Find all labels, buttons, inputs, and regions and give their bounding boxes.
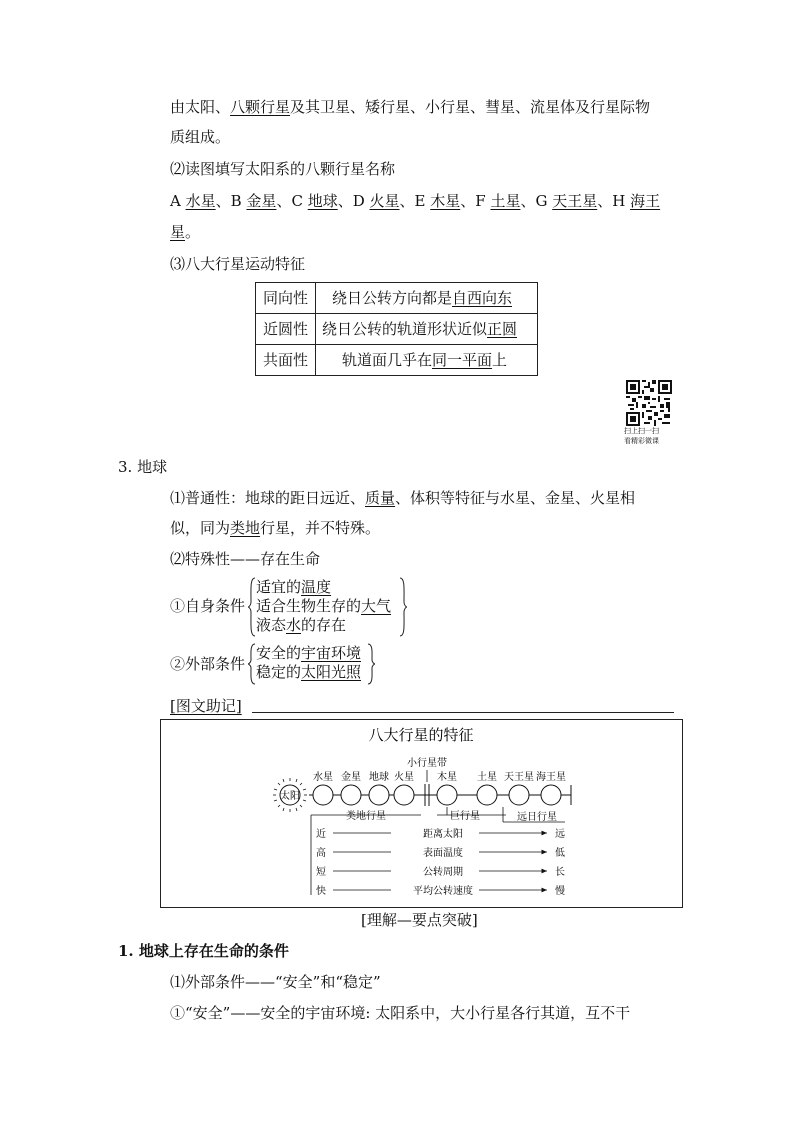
trend-left: 高 (316, 848, 326, 859)
self-condition-2: 适合生物生存的大气 (256, 597, 392, 615)
memo-heading: [图文助记] (170, 697, 242, 715)
asteroid-belt-label: 小行星带 (407, 758, 447, 769)
trend-right: 远 (555, 829, 565, 840)
trend-right: 慢 (555, 886, 565, 897)
feature-value: 绕日公转的轨道形状近似正圆 (316, 314, 538, 345)
external-condition-2: 稳定的太阳光照 (256, 663, 362, 681)
planet-label: 火星 (394, 772, 414, 783)
qr-code-icon[interactable] (626, 380, 672, 426)
planet-label: 金星 (341, 772, 361, 783)
planet-circle (437, 785, 457, 805)
feature-key: 同向性 (256, 283, 316, 314)
external-conditions-label: ②外部条件 (170, 655, 246, 673)
planets-features-diagram (160, 719, 683, 908)
planet-label: 地球 (369, 772, 389, 783)
feature-value: 绕日公转方向都是自西向东 (316, 283, 538, 314)
planet-label: 天王星 (504, 772, 534, 783)
answer-G: 天王星 (552, 192, 598, 210)
group-terrestrial: 类地行星 (346, 811, 386, 822)
self-condition-3: 液态水的存在 (256, 616, 347, 634)
qr-caption-1: 扫上扫一扫 (624, 427, 659, 435)
earth-special-title: ⑵特殊性——存在生命 (170, 550, 321, 568)
trend-right: 长 (555, 867, 565, 878)
planet-circle (477, 785, 497, 805)
earth-ordinary-line-2: 似，同为类地行星，并不特殊。 (170, 519, 381, 537)
intro-line-2: 质组成。 (170, 128, 231, 146)
planet-label: 水星 (313, 772, 333, 783)
right-brace-icon (366, 643, 376, 685)
planet-circle (369, 785, 389, 805)
trend-label: 平均公转速度 (413, 886, 473, 897)
trend-rows (316, 827, 565, 897)
answer-eight-planets: 八颗行星 (230, 98, 291, 116)
paragraph-safety: ①“安全”——安全的宇宙环境: 太阳系中，大小行星各行其道，互不干 (170, 1004, 631, 1022)
planet-names-line-2: 星。 (170, 223, 201, 241)
memo-rule (252, 712, 674, 713)
planet-circle (341, 785, 361, 805)
feature-value: 轨道面几乎在同一平面上 (316, 345, 538, 376)
planet-names-line: A 水星、B 金星、C 地球、D 火星、E 木星、F 土星、G 天王星、H 海王 (170, 192, 661, 210)
trend-left: 短 (316, 867, 326, 878)
group-giant: 巨行星 (450, 811, 480, 822)
answer-E: 木星 (430, 192, 461, 210)
right-brace-icon (398, 577, 408, 637)
table-row (256, 345, 538, 376)
answer-F: 土星 (490, 192, 521, 210)
question-2-title: ⑵读图填写太阳系的八颗行星名称 (170, 160, 396, 178)
planet-label: 土星 (477, 772, 497, 783)
feature-key: 共面性 (256, 345, 316, 376)
planet-circle (394, 785, 414, 805)
question-3-title: ⑶八大行星运动特征 (170, 255, 306, 273)
subheading-external: ⑴外部条件——“安全”和“稳定” (170, 973, 381, 991)
group-outer: 远日行星 (517, 812, 557, 823)
answer-D: 火星 (369, 192, 400, 210)
trend-label: 表面温度 (423, 848, 463, 859)
section-3-heading: 3. 地球 (118, 458, 168, 476)
planet-circle (313, 785, 333, 805)
trend-right: 低 (555, 848, 565, 859)
diagram-canvas (161, 720, 682, 907)
answer-H: 海王 (630, 192, 661, 210)
diagram-title: 八大行星的特征 (368, 726, 474, 744)
table-row (256, 314, 538, 345)
sun-label: 太阳 (280, 791, 300, 802)
feature-key: 近圆性 (256, 314, 316, 345)
table-row (256, 283, 538, 314)
planet-circle (509, 785, 529, 805)
trend-label: 距离太阳 (423, 829, 463, 840)
trend-label: 公转周期 (423, 867, 463, 878)
answer-A: 水星 (185, 192, 216, 210)
planet-label: 海王星 (536, 772, 566, 783)
trend-left: 快 (316, 886, 326, 897)
earth-ordinary-line-1: ⑴普通性：地球的距日远近、质量、体积等特征与水星、金星、火星相 (170, 489, 636, 507)
intro-line-1: 由太阳、八颗行星及其卫星、矮行星、小行星、彗星、流星体及行星际物 (170, 98, 651, 116)
self-condition-1: 适宜的温度 (256, 578, 332, 596)
qr-caption-2: 看精彩微课 (624, 437, 659, 445)
planet-circle (541, 785, 561, 805)
planets-group (313, 770, 566, 805)
motion-features-table (255, 282, 538, 376)
trend-left: 近 (316, 829, 326, 840)
planet-label: 木星 (437, 772, 457, 783)
answer-C: 地球 (307, 192, 338, 210)
self-conditions-label: ①自身条件 (170, 597, 246, 615)
external-condition-1: 安全的宇宙环境 (256, 644, 362, 662)
section-heading-1: 1. 地球上存在生命的条件 (118, 942, 289, 960)
answer-B: 金星 (246, 192, 277, 210)
section-banner: [理解—要点突破] (361, 911, 478, 929)
